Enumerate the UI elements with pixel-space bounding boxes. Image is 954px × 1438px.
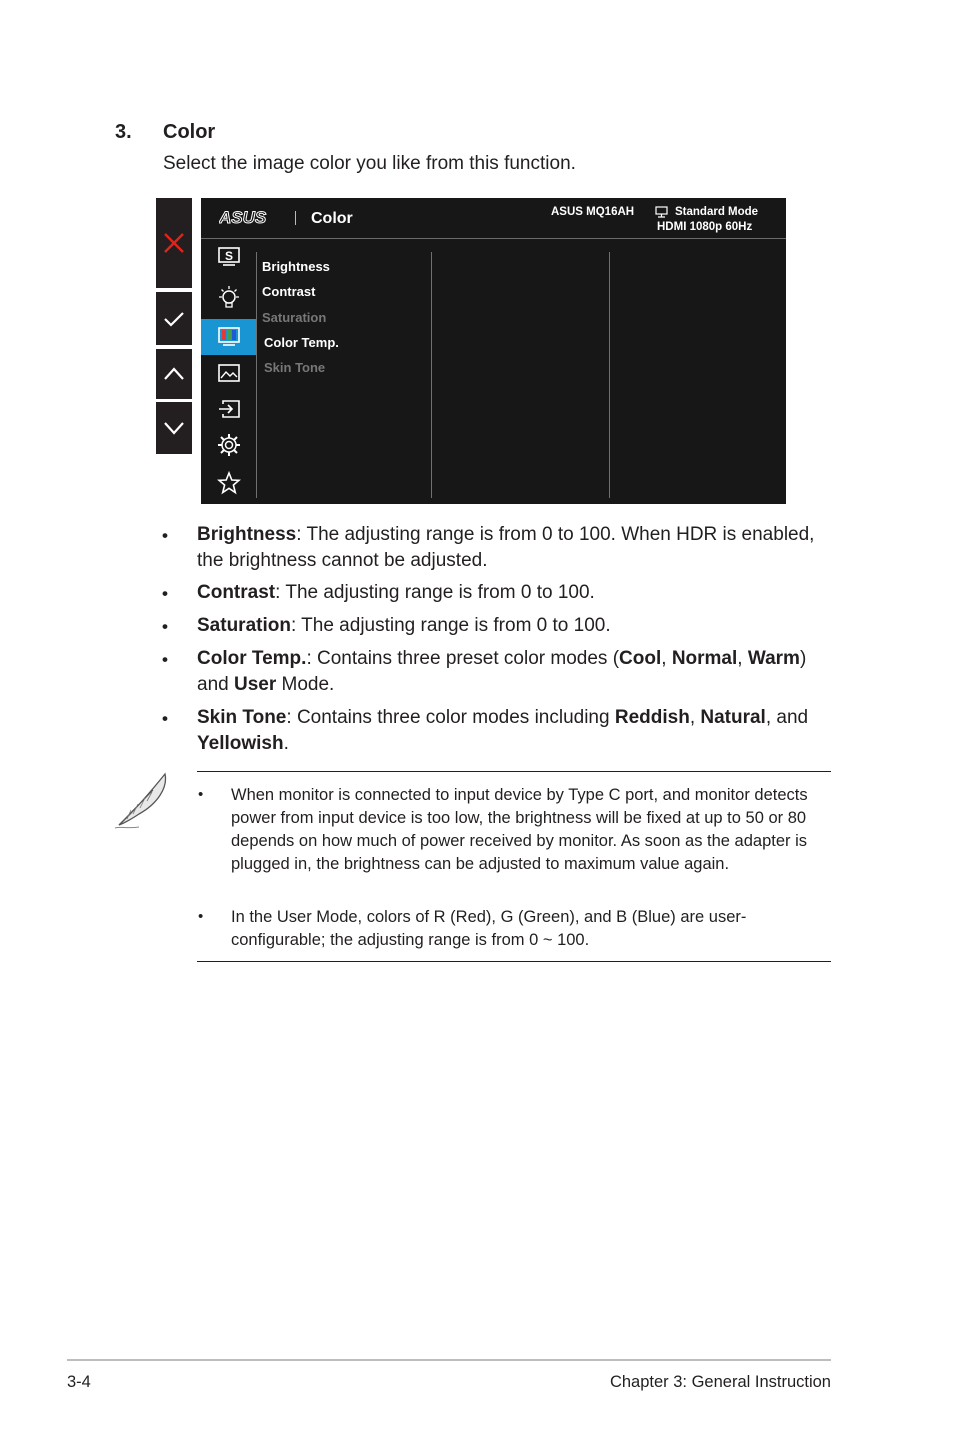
bullet-marker: •	[162, 526, 168, 545]
bullet-term: Saturation	[197, 615, 291, 636]
menu-item-skin-tone: Skin Tone	[264, 360, 326, 375]
bullet-term: Brightness	[197, 524, 297, 545]
bullet-body: : The adjusting range is from 0 to 100.	[290, 615, 611, 636]
asus-logo-text: ASUS	[219, 209, 267, 225]
osd-menu	[201, 198, 786, 504]
column-divider	[431, 252, 432, 498]
bullet-term: Color Temp.	[197, 648, 307, 669]
separator: ,	[689, 707, 701, 728]
down-key[interactable]	[156, 402, 192, 454]
menu-item-brightness[interactable]: Brightness	[262, 259, 330, 274]
menu-item-contrast[interactable]: Contrast	[262, 284, 316, 299]
bullet-body: : Contains three color modes including	[286, 707, 615, 728]
star-icon	[217, 471, 241, 495]
column-divider	[256, 252, 257, 498]
svg-text:S: S	[224, 249, 233, 263]
section-description: Select the image color you like from this function.	[163, 153, 576, 174]
page-number: 3-4	[67, 1373, 91, 1391]
bullet-marker: •	[162, 617, 168, 636]
note-bullet-marker: •	[198, 908, 204, 925]
splendid-icon	[217, 246, 241, 268]
note-type-c-power: When monitor is connected to input device by Type C port, and monitor detects power from input device is too low, the brightness will be fixed at up to 50 or 80 depends on how much of power received by monitor. As soon as the adapter is plugged in, the brightness can be adjusted to maximum value again.	[231, 786, 808, 873]
bullet-color-temp	[197, 646, 837, 698]
bullet-body: Mode.	[276, 674, 335, 695]
mode-user: User	[233, 674, 277, 695]
feather-pen-icon	[113, 770, 173, 832]
check-icon	[163, 311, 185, 327]
bullet-skin-tone	[197, 705, 837, 757]
footer-rule	[67, 1359, 831, 1361]
sidebar-item-picture[interactable]	[201, 355, 256, 391]
monitor-icon	[655, 206, 668, 218]
separator: ,	[737, 648, 748, 669]
menu-item-color-temp[interactable]: Color Temp.	[264, 335, 339, 350]
bullet-marker: •	[162, 709, 168, 728]
chevron-up-icon	[163, 367, 185, 381]
bullet-marker: •	[162, 650, 168, 669]
osd-header	[201, 198, 786, 239]
input-icon	[217, 399, 241, 419]
bullet-brightness	[197, 522, 837, 574]
mode-natural: Natural	[700, 707, 766, 728]
mode-warm: Warm	[747, 648, 800, 669]
note-bullet-marker: •	[198, 786, 204, 803]
bullet-body: ) and	[197, 648, 807, 695]
bullet-saturation	[197, 613, 837, 639]
image-icon	[217, 363, 241, 383]
color-icon	[217, 326, 241, 348]
sidebar-item-shortcut[interactable]	[201, 465, 256, 501]
mode-normal: Normal	[671, 648, 738, 669]
bullet-body: : The adjusting range is from 0 to 100.	[275, 582, 595, 603]
sidebar-item-color[interactable]	[201, 319, 256, 355]
sidebar-item-splendid[interactable]	[201, 239, 256, 275]
close-key[interactable]	[156, 198, 192, 288]
bullet-term: Skin Tone	[197, 707, 287, 728]
note-bottom-rule	[197, 961, 831, 962]
osd-sidebar	[201, 239, 256, 504]
sidebar-item-system[interactable]	[201, 427, 256, 463]
bullet-contrast	[197, 580, 837, 606]
note-top-rule	[197, 771, 831, 772]
asus-logo	[219, 209, 285, 225]
section-title: Color	[163, 121, 216, 143]
sidebar-item-image[interactable]	[201, 280, 256, 316]
model-name: ASUS MQ16AH	[551, 206, 635, 218]
input-info: HDMI 1080p 60Hz	[657, 221, 753, 233]
section-number: 3.	[115, 121, 132, 143]
gear-icon	[217, 433, 241, 457]
bullet-body: , and	[765, 707, 809, 728]
bulb-icon	[217, 285, 241, 311]
mode-cool: Cool	[619, 648, 662, 669]
column-divider	[609, 252, 610, 498]
osd-menu-title: Color	[311, 210, 353, 227]
header-separator	[295, 211, 296, 225]
mode-reddish: Reddish	[614, 707, 690, 728]
note-user-mode: In the User Mode, colors of R (Red), G (Green), and B (Blue) are user-configurable; the adjusting range is from 0 ~ 100.	[231, 908, 747, 949]
up-key[interactable]	[156, 349, 192, 399]
bullet-marker: •	[162, 584, 168, 603]
chevron-down-icon	[163, 421, 185, 435]
current-mode: Standard Mode	[675, 206, 759, 218]
chapter-title: Chapter 3: General Instruction	[609, 1373, 831, 1391]
bullet-term: Contrast	[197, 582, 276, 603]
bullet-body: : The adjusting range is from 0 to 100. When HDR is enabled, the brightness cannot be adjusted.	[197, 524, 815, 571]
confirm-key[interactable]	[156, 292, 192, 345]
bullet-body: .	[283, 733, 289, 754]
close-icon	[163, 232, 185, 254]
bullet-body: : Contains three preset color modes (	[306, 648, 620, 669]
sidebar-item-input[interactable]	[201, 391, 256, 427]
menu-item-saturation: Saturation	[262, 310, 327, 325]
separator: ,	[661, 648, 672, 669]
mode-yellowish: Yellowish	[197, 733, 284, 754]
